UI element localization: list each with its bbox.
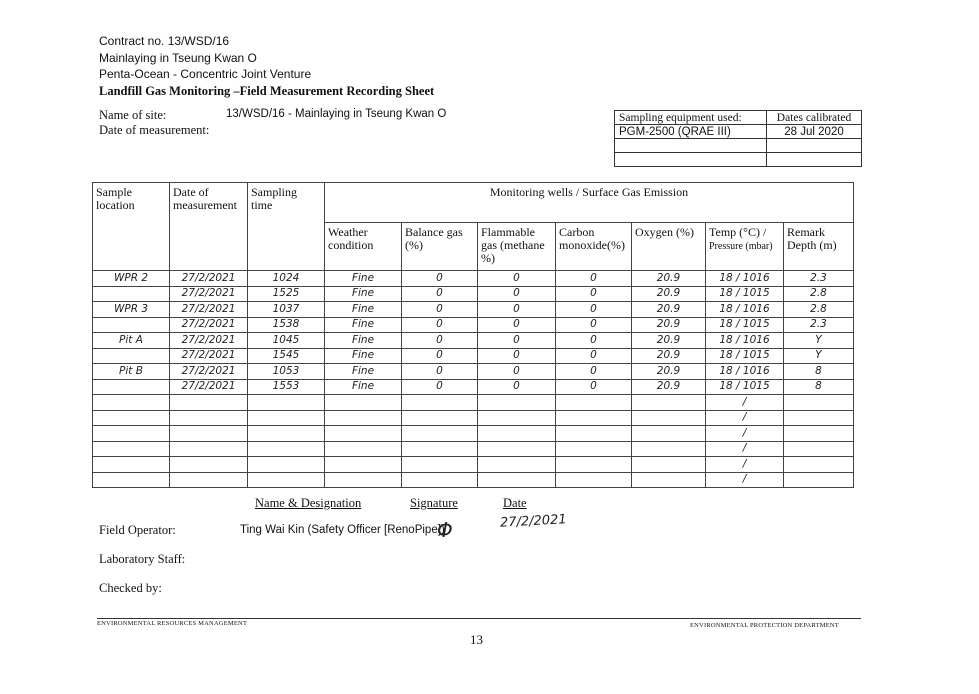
- equipment-value: PGM-2500 (QRAE III): [615, 125, 767, 139]
- header-remark-depth: Remark Depth (m): [784, 223, 854, 271]
- cell-sampling-time: 1538: [248, 317, 325, 333]
- cell-sampling-time: [248, 426, 325, 442]
- cell-balance-gas: 0: [402, 379, 478, 395]
- cell-carbon-monoxide: 0: [556, 348, 632, 364]
- equipment-header: Sampling equipment used:: [615, 111, 767, 125]
- cell-carbon-monoxide: [556, 410, 632, 426]
- header-carbon-monoxide: Carbon monoxide(%): [556, 223, 632, 271]
- cell-carbon-monoxide: [556, 426, 632, 442]
- cell-flammable-gas: [478, 457, 556, 473]
- cell-carbon-monoxide: [556, 441, 632, 457]
- cell-flammable-gas: 0: [478, 333, 556, 349]
- cell-carbon-monoxide: 0: [556, 379, 632, 395]
- cell-sample-location: [93, 410, 170, 426]
- cell-carbon-monoxide: 0: [556, 302, 632, 318]
- contract-number: Contract no. 13/WSD/16: [99, 34, 230, 48]
- cell-weather: Fine: [325, 379, 402, 395]
- cell-temp-pressure: 18 / 1016: [706, 302, 784, 318]
- cell-oxygen: 20.9: [632, 286, 706, 302]
- field-operator-signature: Φ: [437, 518, 453, 542]
- table-row: [93, 317, 854, 333]
- table-row: [93, 457, 854, 473]
- checked-by-label: Checked by:: [99, 581, 162, 595]
- cell-weather: [325, 441, 402, 457]
- cell-sampling-time: 1553: [248, 379, 325, 395]
- header-weather: Weather condition: [325, 223, 402, 271]
- cell-sample-location: [93, 317, 170, 333]
- cell-temp-pressure: 18 / 1016: [706, 271, 784, 287]
- cell-flammable-gas: [478, 426, 556, 442]
- cell-balance-gas: [402, 395, 478, 411]
- cell-measurement-date: 27/2/2021: [170, 333, 248, 349]
- cell-temp-pressure: /: [706, 410, 784, 426]
- cell-sampling-time: 1053: [248, 364, 325, 380]
- cell-temp-pressure: 18 / 1016: [706, 364, 784, 380]
- cell-sample-location: [93, 379, 170, 395]
- cell-flammable-gas: 0: [478, 317, 556, 333]
- header-temp-pressure: [706, 223, 784, 271]
- field-operator-name: Ting Wai Kin (Safety Officer [RenoPipe]): [240, 524, 445, 536]
- cell-sampling-time: [248, 410, 325, 426]
- cell-sampling-time: [248, 441, 325, 457]
- cell-remark-depth: 2.8: [784, 302, 854, 318]
- cell-sample-location: [93, 441, 170, 457]
- name-designation-header: Name & Designation: [255, 496, 362, 510]
- cell-temp-pressure: 18 / 1015: [706, 379, 784, 395]
- cell-flammable-gas: 0: [478, 302, 556, 318]
- header-measurement-date: Date of measurement: [170, 183, 248, 271]
- cell-oxygen: 20.9: [632, 348, 706, 364]
- cell-oxygen: 20.9: [632, 364, 706, 380]
- cell-measurement-date: [170, 410, 248, 426]
- table-row: [93, 302, 854, 318]
- cell-oxygen: [632, 395, 706, 411]
- cell-balance-gas: 0: [402, 302, 478, 318]
- site-name-value: 13/WSD/16 - Mainlaying in Tseung Kwan O: [226, 108, 447, 120]
- cell-remark-depth: [784, 472, 854, 488]
- table-row: [93, 364, 854, 380]
- cell-balance-gas: 0: [402, 317, 478, 333]
- cell-sampling-time: 1545: [248, 348, 325, 364]
- cell-flammable-gas: 0: [478, 348, 556, 364]
- cell-flammable-gas: [478, 410, 556, 426]
- table-row: [93, 395, 854, 411]
- header-pressure: Pressure (mbar): [709, 241, 773, 252]
- cell-remark-depth: Y: [784, 348, 854, 364]
- header-oxygen: Oxygen (%): [632, 223, 706, 271]
- cell-measurement-date: [170, 395, 248, 411]
- table-row: [93, 271, 854, 287]
- cell-balance-gas: 0: [402, 286, 478, 302]
- table-row: [93, 333, 854, 349]
- page-number: 13: [470, 632, 483, 647]
- contractor-name: Penta-Ocean - Concentric Joint Venture: [99, 67, 312, 81]
- cell-flammable-gas: 0: [478, 271, 556, 287]
- cell-weather: [325, 426, 402, 442]
- calibration-header: Dates calibrated: [767, 111, 862, 125]
- cell-balance-gas: 0: [402, 348, 478, 364]
- cell-flammable-gas: [478, 472, 556, 488]
- header-sampling-time: Sampling time: [248, 183, 325, 271]
- cell-temp-pressure: /: [706, 472, 784, 488]
- header-flammable-gas: Flammable gas (methane %): [478, 223, 556, 271]
- sheet-title: Landfill Gas Monitoring –Field Measurement Recording Sheet: [99, 83, 435, 98]
- header-temp: Temp (°C) /: [709, 225, 767, 239]
- cell-balance-gas: [402, 472, 478, 488]
- cell-measurement-date: 27/2/2021: [170, 364, 248, 380]
- cell-carbon-monoxide: [556, 395, 632, 411]
- cell-temp-pressure: 18 / 1015: [706, 286, 784, 302]
- table-row: [93, 441, 854, 457]
- cell-oxygen: 20.9: [632, 379, 706, 395]
- cell-sample-location: WPR 3: [93, 302, 170, 318]
- cell-sampling-time: 1045: [248, 333, 325, 349]
- cell-sampling-time: [248, 472, 325, 488]
- cell-remark-depth: 2.3: [784, 271, 854, 287]
- cell-temp-pressure: 18 / 1015: [706, 348, 784, 364]
- table-row: [93, 348, 854, 364]
- cell-oxygen: 20.9: [632, 317, 706, 333]
- cell-measurement-date: 27/2/2021: [170, 317, 248, 333]
- cell-remark-depth: 8: [784, 364, 854, 380]
- cell-sampling-time: [248, 395, 325, 411]
- field-operator-date: 27/2/2021: [499, 512, 568, 531]
- cell-temp-pressure: /: [706, 426, 784, 442]
- cell-carbon-monoxide: 0: [556, 333, 632, 349]
- cell-balance-gas: 0: [402, 364, 478, 380]
- measurement-date-label: Date of measurement:: [99, 123, 210, 137]
- cell-weather: Fine: [325, 348, 402, 364]
- cell-sample-location: [93, 395, 170, 411]
- cell-oxygen: [632, 457, 706, 473]
- cell-measurement-date: 27/2/2021: [170, 302, 248, 318]
- cell-carbon-monoxide: [556, 457, 632, 473]
- table-row: [93, 410, 854, 426]
- cell-weather: Fine: [325, 364, 402, 380]
- cell-weather: Fine: [325, 286, 402, 302]
- cell-sample-location: WPR 2: [93, 271, 170, 287]
- cell-sampling-time: [248, 457, 325, 473]
- cell-oxygen: [632, 472, 706, 488]
- cell-sample-location: [93, 457, 170, 473]
- cell-measurement-date: 27/2/2021: [170, 348, 248, 364]
- cell-temp-pressure: /: [706, 457, 784, 473]
- cell-sample-location: Pit B: [93, 364, 170, 380]
- cell-oxygen: [632, 441, 706, 457]
- cell-balance-gas: 0: [402, 271, 478, 287]
- cell-remark-depth: 8: [784, 379, 854, 395]
- cell-carbon-monoxide: 0: [556, 364, 632, 380]
- cell-measurement-date: [170, 441, 248, 457]
- cell-sampling-time: 1525: [248, 286, 325, 302]
- cell-temp-pressure: /: [706, 395, 784, 411]
- footer-right: ENVIRONMENTAL PROTECTION DEPARTMENT: [690, 622, 839, 629]
- cell-balance-gas: [402, 426, 478, 442]
- table-row: [93, 426, 854, 442]
- table-row: [93, 379, 854, 395]
- cell-sample-location: [93, 348, 170, 364]
- cell-temp-pressure: 18 / 1016: [706, 333, 784, 349]
- cell-remark-depth: [784, 441, 854, 457]
- table-row: [93, 472, 854, 488]
- cell-sample-location: [93, 286, 170, 302]
- cell-measurement-date: [170, 457, 248, 473]
- cell-carbon-monoxide: 0: [556, 286, 632, 302]
- cell-carbon-monoxide: 0: [556, 317, 632, 333]
- equipment-value: [615, 139, 767, 153]
- project-name: Mainlaying in Tseung Kwan O: [99, 50, 257, 65]
- signature-header: Signature: [410, 496, 458, 510]
- cell-oxygen: 20.9: [632, 271, 706, 287]
- footer-divider: [97, 618, 861, 619]
- cell-weather: Fine: [325, 317, 402, 333]
- cell-flammable-gas: 0: [478, 364, 556, 380]
- cell-sample-location: Pit A: [93, 333, 170, 349]
- date-header: Date: [503, 496, 527, 510]
- cell-balance-gas: 0: [402, 333, 478, 349]
- cell-measurement-date: 27/2/2021: [170, 271, 248, 287]
- cell-weather: Fine: [325, 333, 402, 349]
- cell-balance-gas: [402, 457, 478, 473]
- cell-remark-depth: [784, 457, 854, 473]
- cell-temp-pressure: 18 / 1015: [706, 317, 784, 333]
- calibration-value: [767, 153, 862, 167]
- cell-balance-gas: [402, 410, 478, 426]
- cell-remark-depth: [784, 395, 854, 411]
- cell-weather: Fine: [325, 271, 402, 287]
- cell-measurement-date: [170, 426, 248, 442]
- site-name-label: Name of site:: [99, 108, 167, 122]
- cell-carbon-monoxide: [556, 472, 632, 488]
- cell-oxygen: 20.9: [632, 302, 706, 318]
- calibration-value: 28 Jul 2020: [767, 125, 862, 139]
- document-header: [99, 33, 434, 99]
- cell-remark-depth: 2.8: [784, 286, 854, 302]
- cell-weather: [325, 410, 402, 426]
- cell-measurement-date: 27/2/2021: [170, 286, 248, 302]
- cell-weather: [325, 472, 402, 488]
- cell-oxygen: [632, 410, 706, 426]
- laboratory-staff-label: Laboratory Staff:: [99, 552, 186, 566]
- cell-remark-depth: [784, 410, 854, 426]
- calibration-value: [767, 139, 862, 153]
- cell-flammable-gas: [478, 441, 556, 457]
- cell-weather: [325, 395, 402, 411]
- table-row: [93, 286, 854, 302]
- cell-oxygen: [632, 426, 706, 442]
- cell-sample-location: [93, 426, 170, 442]
- cell-balance-gas: [402, 441, 478, 457]
- cell-oxygen: 20.9: [632, 333, 706, 349]
- cell-weather: Fine: [325, 302, 402, 318]
- field-operator-label: Field Operator:: [99, 523, 176, 537]
- site-info: [99, 108, 209, 138]
- header-balance-gas: Balance gas (%): [402, 223, 478, 271]
- cell-measurement-date: 27/2/2021: [170, 379, 248, 395]
- cell-remark-depth: [784, 426, 854, 442]
- measurement-table: [92, 182, 854, 488]
- header-monitoring-group: Monitoring wells / Surface Gas Emission: [325, 183, 854, 223]
- cell-flammable-gas: 0: [478, 286, 556, 302]
- cell-weather: [325, 457, 402, 473]
- cell-flammable-gas: [478, 395, 556, 411]
- cell-carbon-monoxide: 0: [556, 271, 632, 287]
- cell-remark-depth: 2.3: [784, 317, 854, 333]
- header-sample-location: Sample location: [93, 183, 170, 271]
- cell-flammable-gas: 0: [478, 379, 556, 395]
- measurement-rows: [93, 271, 854, 488]
- cell-sample-location: [93, 472, 170, 488]
- cell-sampling-time: 1024: [248, 271, 325, 287]
- cell-sampling-time: 1037: [248, 302, 325, 318]
- cell-temp-pressure: /: [706, 441, 784, 457]
- cell-remark-depth: Y: [784, 333, 854, 349]
- cell-measurement-date: [170, 472, 248, 488]
- equipment-value: [615, 153, 767, 167]
- equipment-table: [614, 110, 862, 167]
- footer-left: ENVIRONMENTAL RESOURCES MANAGEMENT: [97, 620, 248, 627]
